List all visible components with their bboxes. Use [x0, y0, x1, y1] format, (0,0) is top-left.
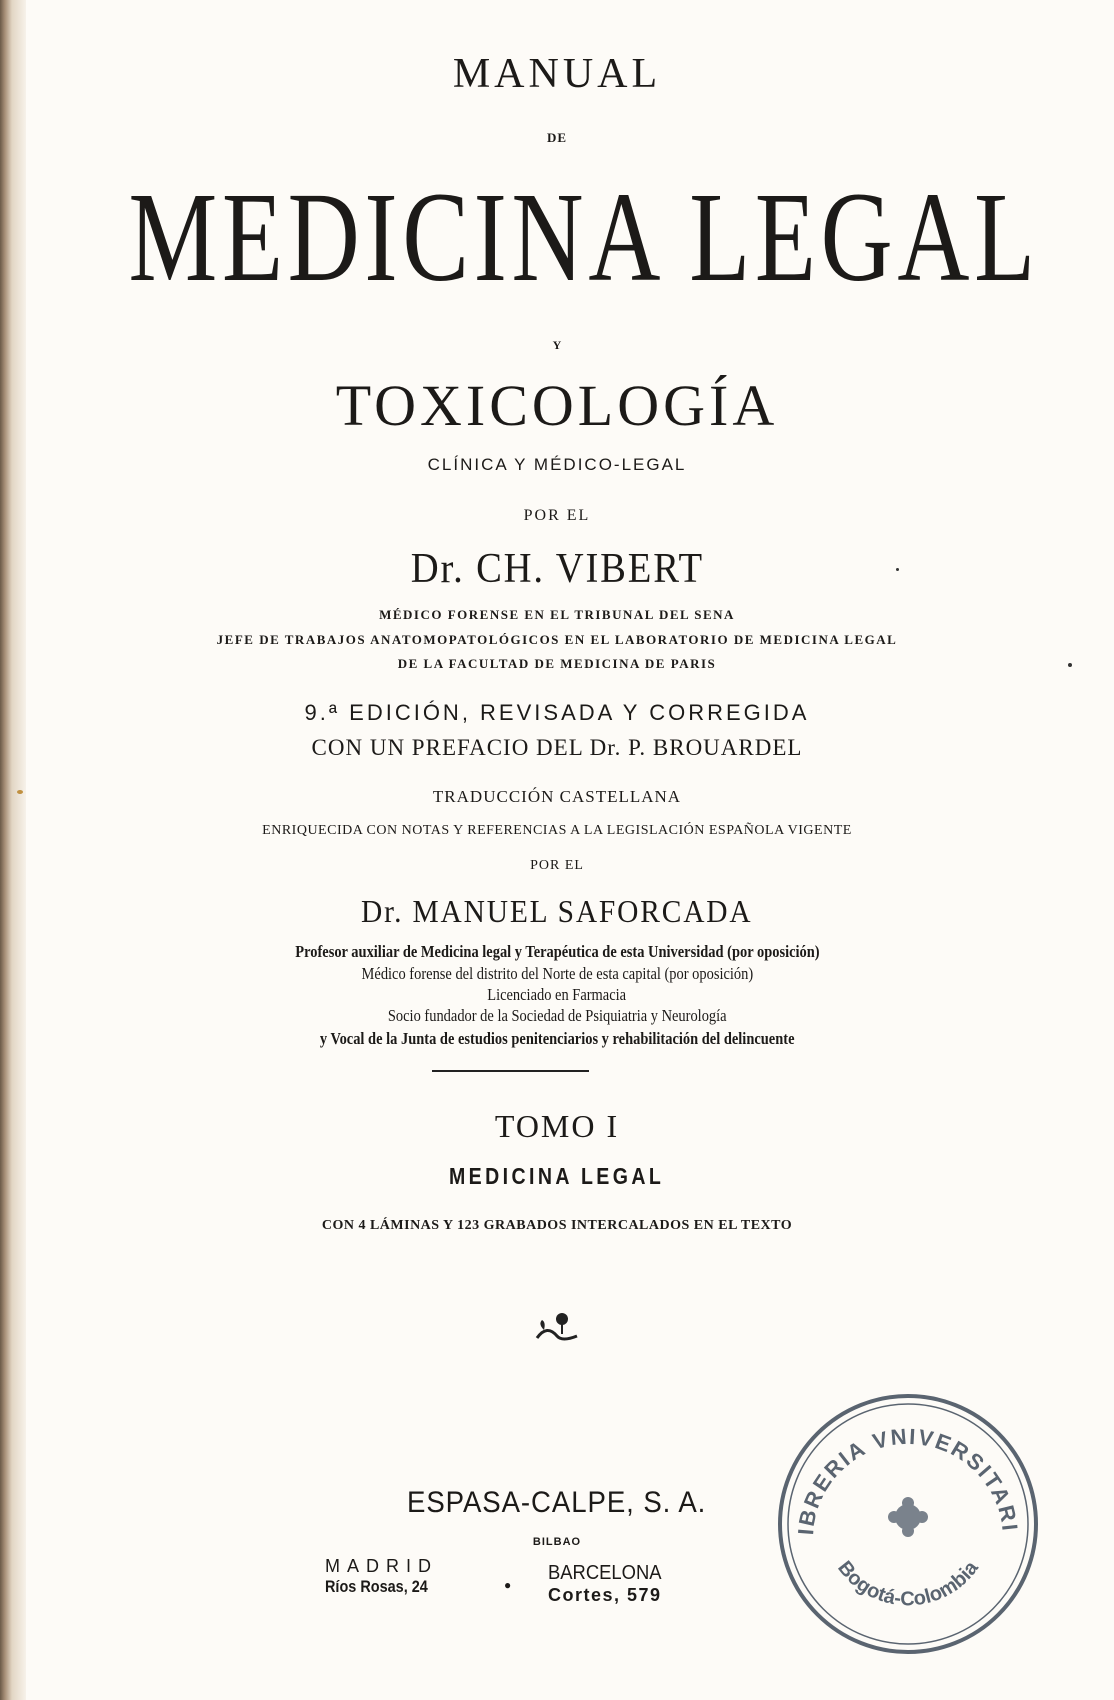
bullet-separator: ● — [504, 1578, 512, 1592]
manual-heading: MANUAL — [452, 51, 662, 97]
library-stamp — [773, 1389, 1043, 1659]
preface-line: CON UN PREFACIO DEL Dr. P. BROUARDEL — [311, 735, 803, 760]
translator-name: Dr. MANUEL SAFORCADA — [361, 893, 753, 929]
divider-rule — [432, 1070, 589, 1072]
por-el-translator: POR EL — [530, 858, 584, 873]
author-title-line: MÉDICO FORENSE EN EL TRIBUNAL DEL SENA — [379, 607, 735, 622]
subtitle-qualifier: CLÍNICA Y MÉDICO-LEGAL — [427, 455, 687, 474]
translator-title-line: Profesor auxiliar de Medicina legal y Terapéutica de esta Universidad (por oposición) — [294, 942, 820, 961]
svg-text:Bogotá-Colombia — [833, 1557, 983, 1611]
madrid-street: Ríos Rosas, 24 — [325, 1577, 428, 1596]
y-label: Y — [552, 338, 562, 352]
publisher-city-bilbao: BILBAO — [532, 1536, 582, 1548]
translation-line: TRADUCCIÓN CASTELLANA — [432, 787, 682, 806]
stamp-bottom-text: Bogotá-Colombia — [833, 1557, 983, 1611]
translator-title-line: Socio fundador de la Sociedad de Psiquiatria y Neurología — [387, 1006, 727, 1025]
paper-speck — [896, 568, 899, 571]
translator-title-line: Licenciado en Farmacia — [487, 985, 627, 1004]
translator-title-line: y Vocal de la Junta de estudios penitenciarios y rehabilitación del delincuente — [319, 1029, 795, 1048]
publisher-name: ESPASA-CALPE, S. A. — [407, 1486, 707, 1519]
author-title-line: DE LA FACULTAD DE MEDICINA DE PARIS — [397, 656, 717, 671]
de-label: DE — [546, 130, 568, 145]
volume-title: MEDICINA LEGAL — [449, 1163, 665, 1189]
author-name: Dr. CH. VIBERT — [410, 546, 704, 592]
edition-line: 9.ª EDICIÓN, REVISADA Y CORREGIDA — [304, 700, 810, 725]
translation-note: ENRIQUECIDA CON NOTAS Y REFERENCIAS A LA LEGISLACIÓN ESPAÑOLA VIGENTE — [262, 823, 852, 838]
author-title-line: JEFE DE TRABAJOS ANATOMOPATOLÓGICOS EN EL LABORATORIO DE MEDICINA LEGAL — [216, 632, 898, 647]
stamp-top-text: IBRERIA VNIVERSITARI — [793, 1423, 1023, 1536]
volume-number: TOMO I — [494, 1108, 620, 1144]
madrid-city: MADRID — [325, 1556, 438, 1576]
paper-stain — [17, 790, 23, 794]
translator-title-line: Médico forense del distrito del Norte de esta capital (por oposición) — [361, 964, 753, 983]
subtitle: TOXICOLOGÍA — [335, 373, 779, 438]
madrid-address — [325, 1556, 446, 1597]
paper-speck — [1068, 663, 1072, 667]
stamp-rosette-icon — [888, 1497, 928, 1537]
barcelona-address — [548, 1562, 671, 1606]
illustrations-note: CON 4 LÁMINAS Y 123 GRABADOS INTERCALADOS EN EL TEXTO — [321, 1218, 793, 1233]
barcelona-street: Cortes, 579 — [548, 1585, 662, 1605]
por-el-author: POR EL — [523, 507, 591, 524]
main-title: MEDICINA LEGAL — [128, 166, 1040, 308]
floral-ornament-icon — [0, 1310, 1114, 1349]
barcelona-city: BARCELONA — [548, 1562, 662, 1584]
